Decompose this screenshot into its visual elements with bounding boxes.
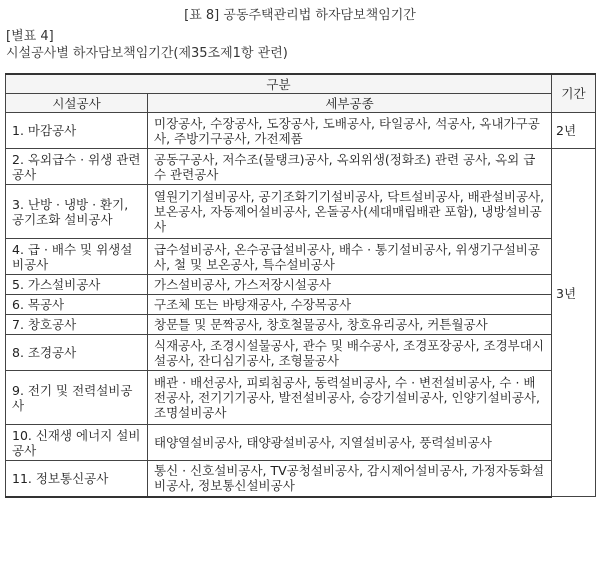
header-group: 구분 (6, 74, 552, 94)
work-type-cell: 7. 창호공사 (6, 315, 148, 335)
table-row (6, 113, 596, 149)
table-row (6, 295, 596, 315)
detail-cell: 구조체 또는 바탕재공사, 수장목공사 (148, 295, 552, 315)
table-row (6, 185, 596, 239)
work-type-cell: 4. 급 · 배수 및 위생설비공사 (6, 239, 148, 275)
table-row (6, 461, 596, 497)
work-type-cell: 8. 조경공사 (6, 335, 148, 371)
work-type-cell: 10. 신재생 에너지 설비공사 (6, 425, 148, 461)
detail-cell: 통신 · 신호설비공사, TV공청설비공사, 감시제어설비공사, 가정자동화설비공사, 정보통신설비공사 (148, 461, 552, 497)
table-row (6, 425, 596, 461)
table-row (6, 275, 596, 295)
table-row (6, 149, 596, 185)
work-type-cell: 9. 전기 및 전력설비공사 (6, 371, 148, 425)
period-cell: 3년 (552, 149, 596, 497)
header-detail: 세부공종 (148, 94, 552, 113)
table-row (6, 315, 596, 335)
detail-cell: 급수설비공사, 온수공급설비공사, 배수 · 통기설비공사, 위생기구설비공사, 철 및 보온공사, 특수설비공사 (148, 239, 552, 275)
detail-cell: 열원기기설비공사, 공기조화기기설비공사, 닥트설비공사, 배관설비공사, 보온공사, 자동제어설비공사, 온돌공사(세대매립배관 포함), 냉방설비공사 (148, 185, 552, 239)
detail-cell: 공동구공사, 저수조(물탱크)공사, 옥외위생(정화조) 관련 공사, 옥외 급수 관련공사 (148, 149, 552, 185)
header-row-columns (6, 94, 596, 113)
detail-cell: 창문틀 및 문짝공사, 창호철물공사, 창호유리공사, 커튼월공사 (148, 315, 552, 335)
table-subtitle: 시설공사별 하자담보책임기간(제35조제1항 관련) (6, 46, 288, 61)
table-caption: [표 8] 공동주택관리법 하자담보책임기간 (184, 8, 416, 23)
work-type-cell: 6. 목공사 (6, 295, 148, 315)
work-type-cell: 3. 난방 · 냉방 · 환기, 공기조화 설비공사 (6, 185, 148, 239)
detail-cell: 배관 · 배선공사, 피뢰침공사, 동력설비공사, 수 · 변전설비공사, 수 · 배전공사, 전기기기공사, 발전설비공사, 승강기설비공사, 인양기설비공사, 조명설비공사 (148, 371, 552, 425)
detail-cell: 가스설비공사, 가스저장시설공사 (148, 275, 552, 295)
work-type-cell: 1. 마감공사 (6, 113, 148, 149)
header-work: 시설공사 (6, 94, 148, 113)
detail-cell: 미장공사, 수장공사, 도장공사, 도배공사, 타일공사, 석공사, 옥내가구공사, 주방기구공사, 가전제품 (148, 113, 552, 149)
period-cell: 2년 (552, 113, 596, 149)
table-row (6, 335, 596, 371)
work-type-cell: 2. 옥외급수 · 위생 관련 공사 (6, 149, 148, 185)
work-type-cell: 5. 가스설비공사 (6, 275, 148, 295)
header-period: 기간 (552, 74, 596, 113)
work-type-cell: 11. 정보통신공사 (6, 461, 148, 497)
annex-label: [별표 4] (6, 29, 54, 44)
table-row (6, 371, 596, 425)
detail-cell: 태양열설비공사, 태양광설비공사, 지열설비공사, 풍력설비공사 (148, 425, 552, 461)
table-row (6, 239, 596, 275)
defect-liability-table (5, 73, 596, 498)
header-row-group (6, 74, 596, 94)
detail-cell: 식재공사, 조경시설물공사, 관수 및 배수공사, 조경포장공사, 조경부대시설공사, 잔디심기공사, 조형물공사 (148, 335, 552, 371)
